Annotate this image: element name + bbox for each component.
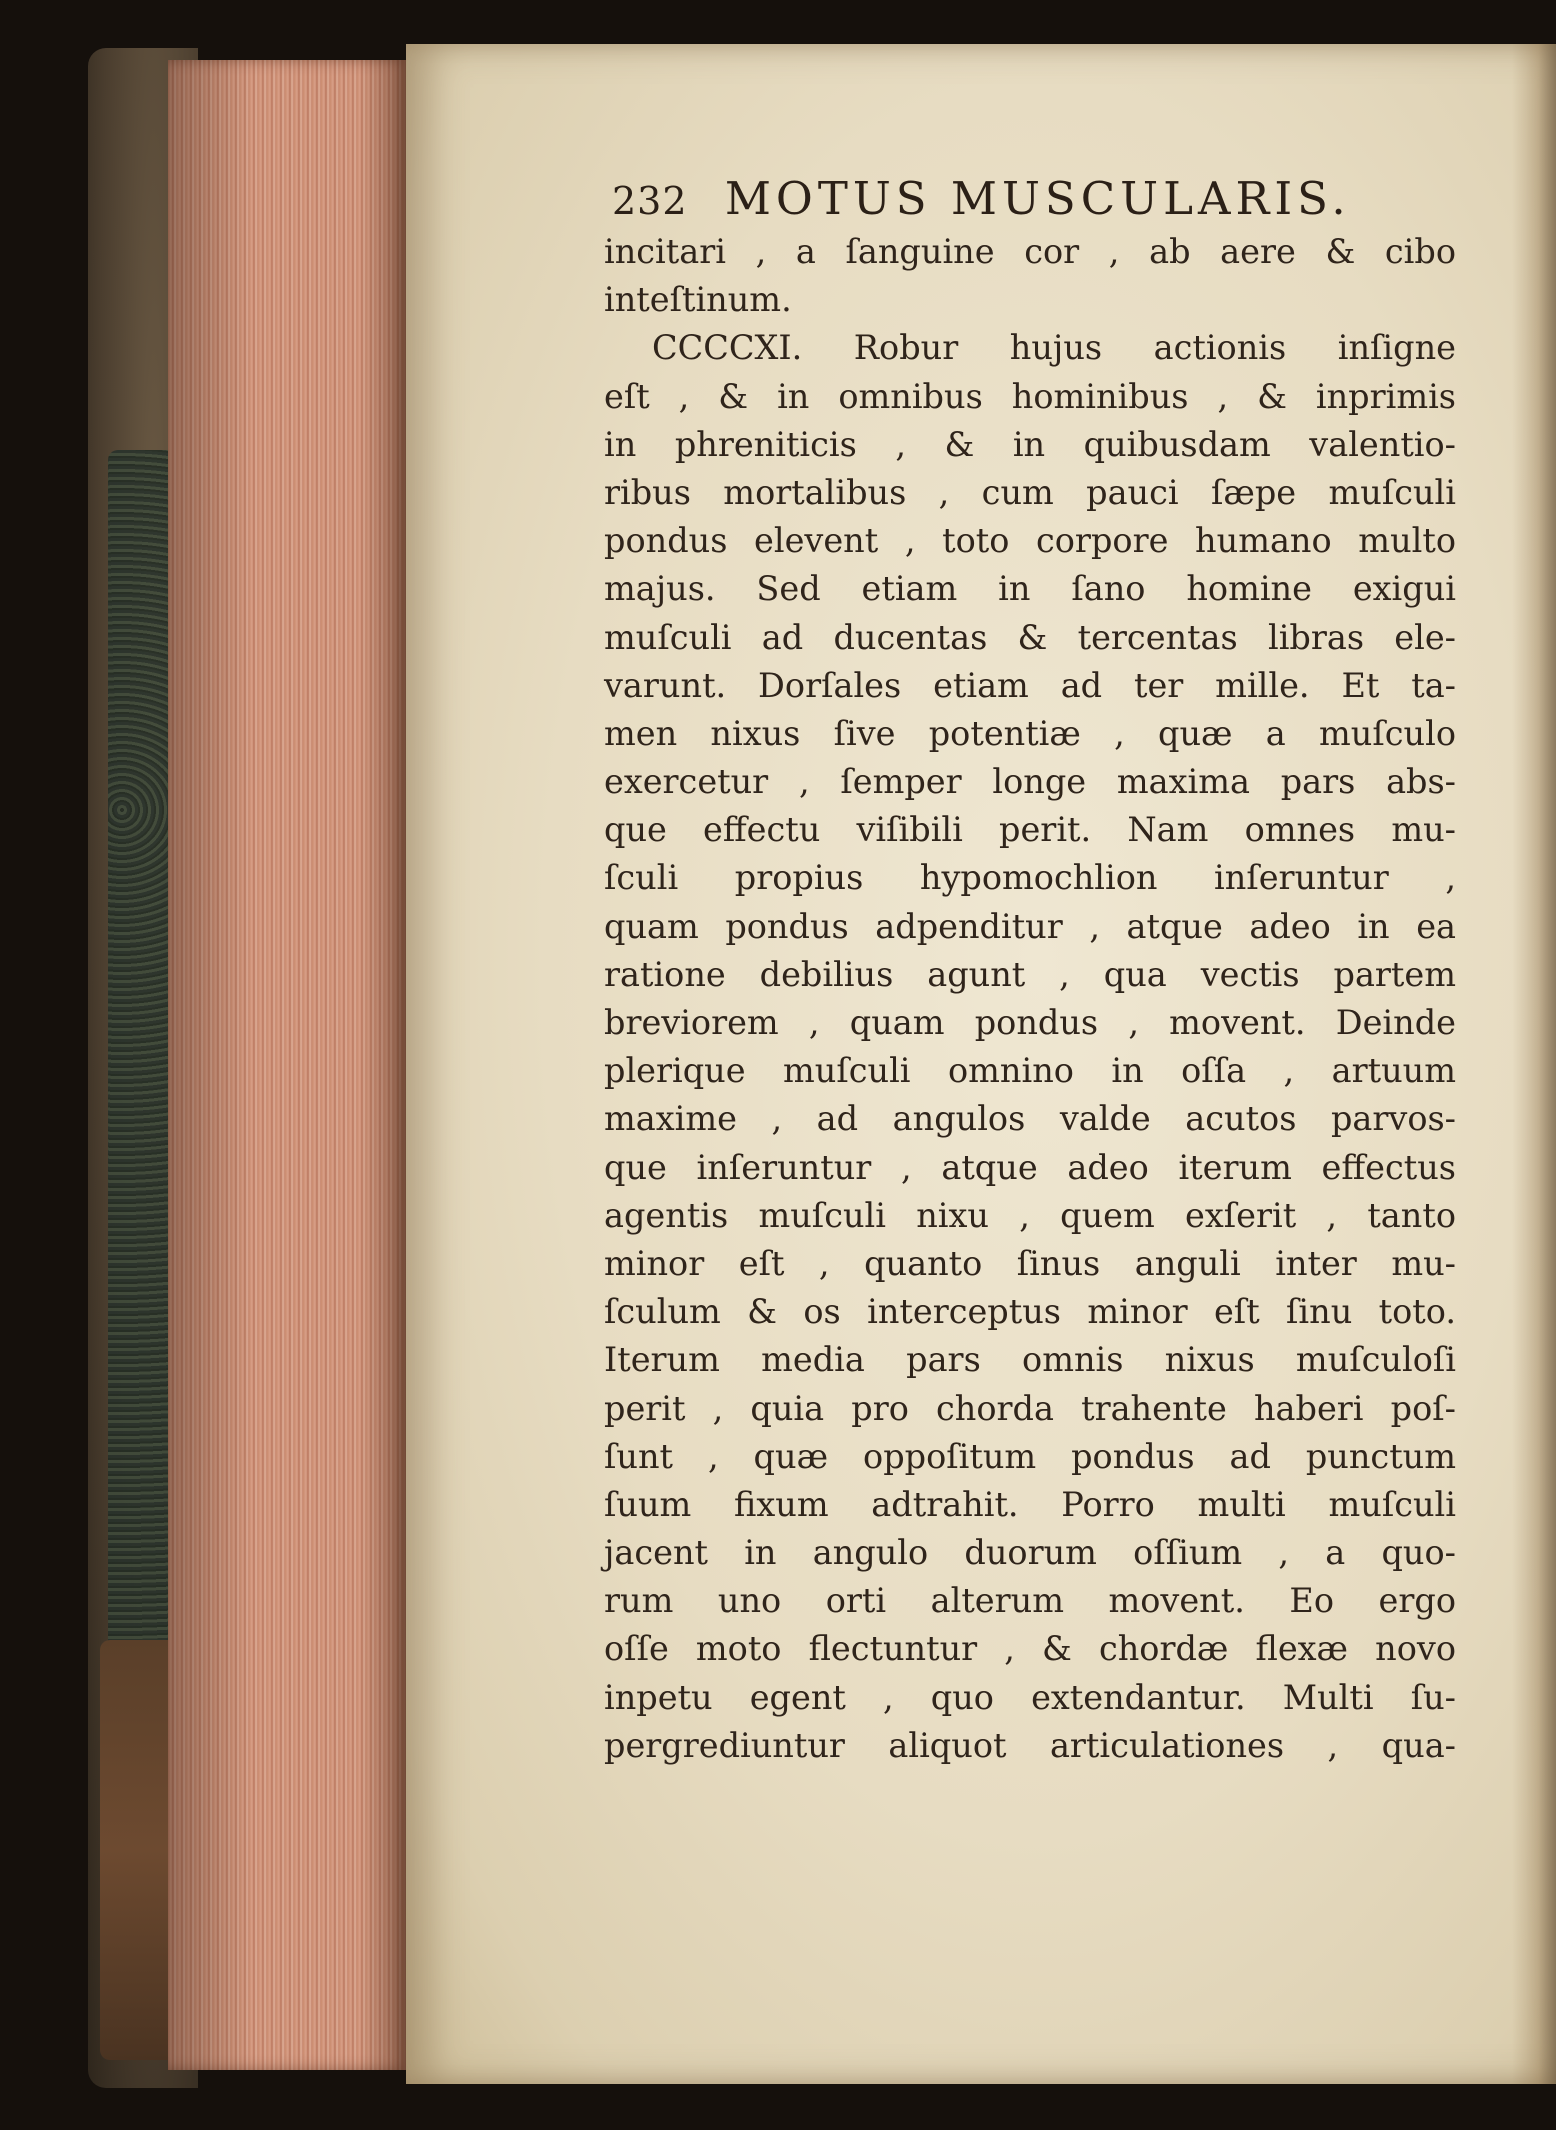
text-line: in phreniticis , & in quibusdam valentio- — [604, 424, 1456, 464]
text-line: pergrediuntur aliquot articulationes , qua- — [604, 1725, 1456, 1765]
text-line: incitari , a ſanguine cor , ab aere & cibo — [604, 232, 1456, 271]
text-line: oſſe moto flectuntur , & chordæ flexæ novo — [604, 1629, 1456, 1669]
text-line: exercetur , ſemper longe maxima pars abs- — [604, 762, 1456, 802]
text-line: perit , quia pro chorda trahente haberi poſ- — [604, 1388, 1456, 1428]
text-line: eſt , & in omnibus hominibus , & inprimis — [604, 376, 1456, 416]
body-text — [604, 228, 1456, 1770]
text-line: ribus mortalibus , cum pauci ſæpe muſculi — [604, 472, 1456, 512]
text-line: maxime , ad angulos valde acutos parvos- — [604, 1099, 1456, 1139]
text-line: ſculi propius hypomochlion inſeruntur , — [604, 858, 1456, 898]
text-line: men nixus ſive potentiæ , quæ a muſculo — [604, 713, 1456, 753]
text-line: ſunt , quæ oppoſitum pondus ad punctum — [604, 1436, 1456, 1476]
text-line: inteſtinum. — [604, 280, 792, 320]
text-line: rum uno orti alterum movent. Eo ergo — [604, 1581, 1456, 1621]
text-line: breviorem , quam pondus , movent. Deinde — [604, 1003, 1456, 1042]
text-line: ſuum fixum adtrahit. Porro multi muſculi — [604, 1484, 1456, 1524]
text-line: plerique muſculi omnino in oſſa , artuum — [604, 1051, 1456, 1091]
text-line: que effectu viſibili perit. Nam omnes mu- — [604, 810, 1456, 850]
text-line: muſculi ad ducentas & tercentas libras ele- — [604, 617, 1456, 657]
text-line: varunt. Dorſales etiam ad ter mille. Et ta- — [604, 665, 1456, 705]
text-line: agentis muſculi nixu , quem exſerit , tanto — [604, 1195, 1456, 1235]
text-line: majus. Sed etiam in ſano homine exigui — [604, 569, 1456, 609]
text-line: Iterum media pars omnis nixus muſculoſi — [604, 1340, 1456, 1380]
page-right-edge — [1512, 44, 1556, 2084]
text-line: ratione debilius agunt , qua vectis partem — [604, 954, 1456, 994]
text-line: que inſeruntur , atque adeo iterum effectus — [604, 1147, 1456, 1187]
page-number: 232 — [612, 179, 688, 223]
page-edges-shade — [168, 60, 408, 2070]
text-line: jacent in angulo duorum oſſium , a quo- — [604, 1533, 1456, 1573]
text-line: quam pondus adpenditur , atque adeo in ea — [604, 906, 1456, 946]
text-line: inpetu egent , quo extendantur. Multi ſu- — [604, 1677, 1456, 1717]
text-line: minor eſt , quanto ſinus anguli inter mu- — [604, 1243, 1456, 1283]
text-line: CCCCXI. Robur hujus actionis inſigne — [652, 328, 1456, 368]
running-head-title: MOTUS MUSCULARIS. — [724, 172, 1351, 225]
text-line: pondus elevent , toto corpore humano multo — [604, 521, 1456, 561]
running-header — [612, 172, 1392, 228]
text-line: ſculum & os interceptus minor eſt ſinu toto. — [604, 1292, 1456, 1332]
